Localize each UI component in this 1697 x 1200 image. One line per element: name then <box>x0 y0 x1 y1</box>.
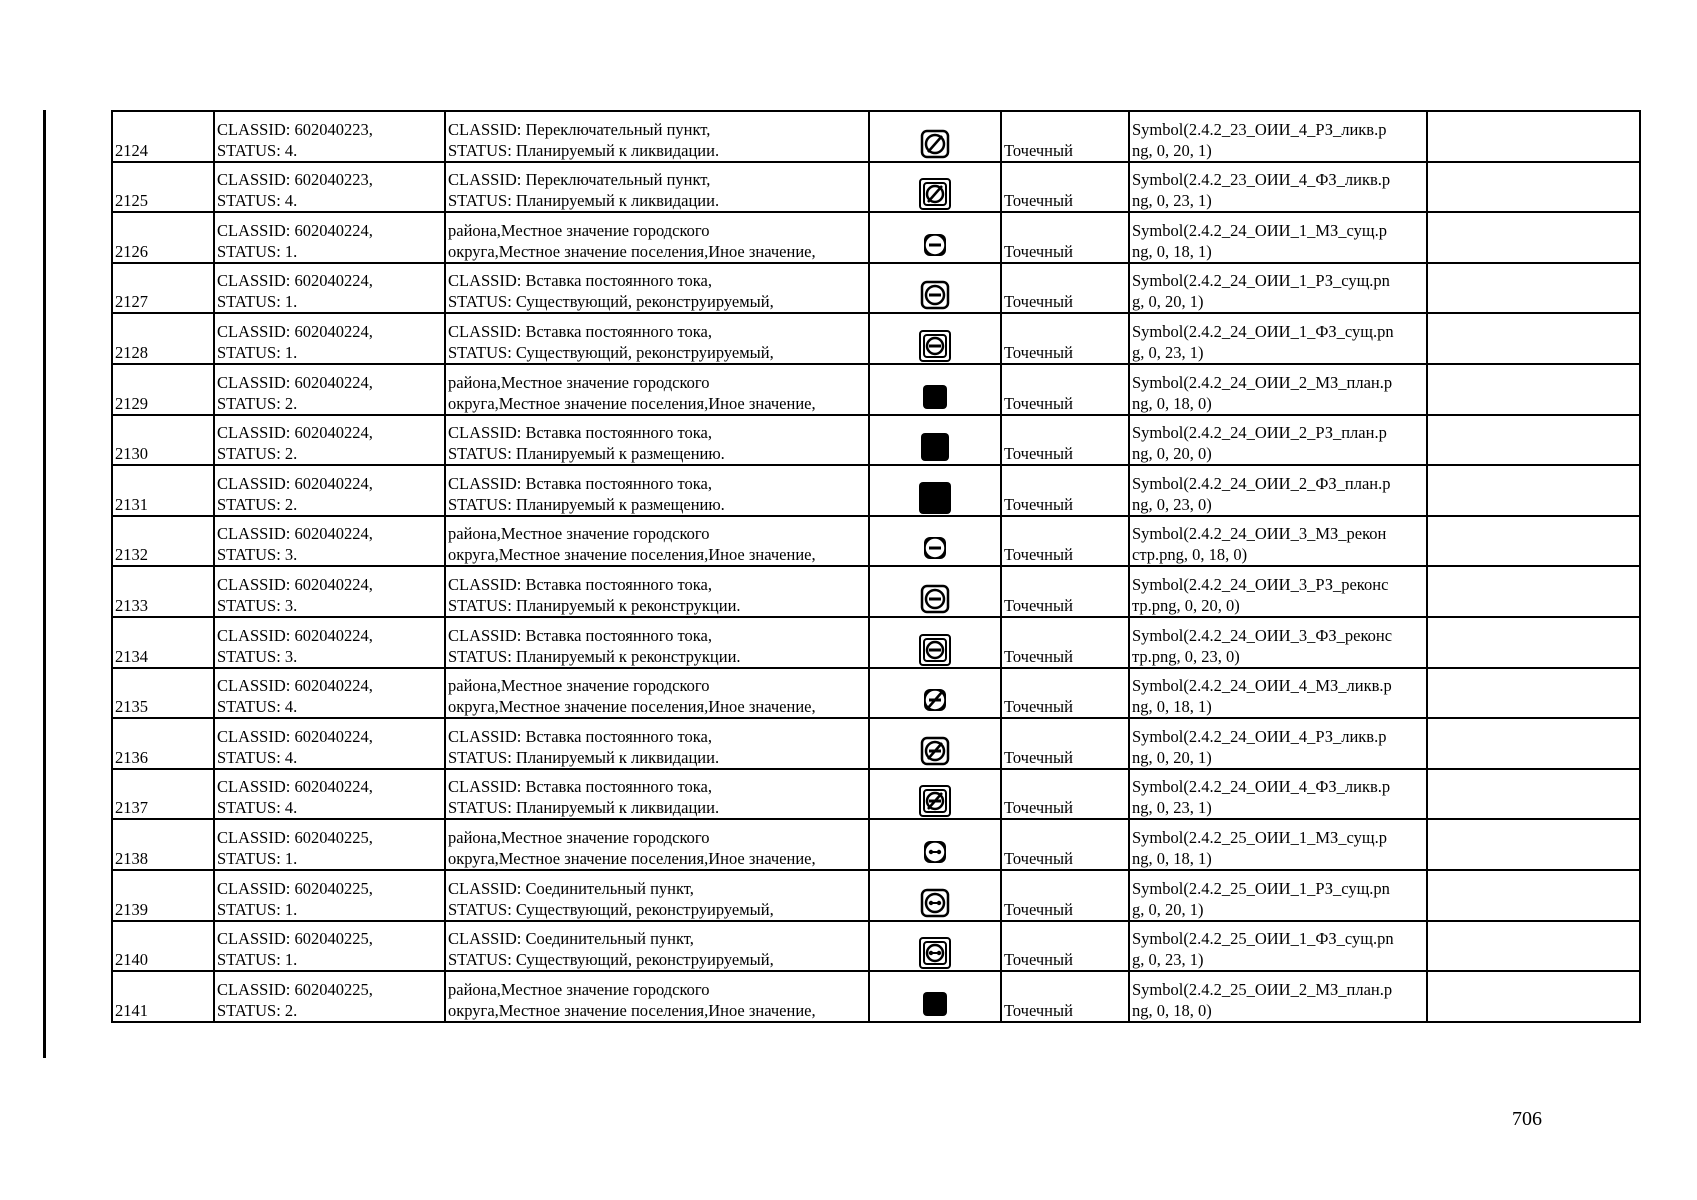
description-cell <box>445 111 869 162</box>
symbol-line-2: ng, 0, 18, 1) <box>1132 697 1212 717</box>
table-row <box>112 971 1640 1022</box>
classid-cell <box>214 465 445 516</box>
classid-cell <box>214 263 445 314</box>
table-row <box>112 212 1640 263</box>
row-number: 2134 <box>112 617 214 668</box>
classid-line: CLASSID: 602040223, <box>217 170 373 190</box>
table-row <box>112 769 1640 820</box>
classid-cell <box>214 870 445 921</box>
status-line: STATUS: 2. <box>217 444 298 464</box>
classid-cell <box>214 364 445 415</box>
description-line-2: STATUS: Планируемый к ликвидации. <box>448 140 720 160</box>
table-row <box>112 668 1640 719</box>
row-number: 2132 <box>112 516 214 567</box>
symbol-line-2: ng, 0, 20, 1) <box>1132 747 1212 767</box>
classid-line: CLASSID: 602040225, <box>217 878 373 898</box>
classid-cell <box>214 415 445 466</box>
description-line-1: района,Местное значение городского <box>448 372 710 392</box>
empty-cell <box>1427 111 1640 162</box>
description-cell <box>445 364 869 415</box>
description-line-1: CLASSID: Переключательный пункт, <box>448 119 711 139</box>
empty-cell <box>1427 718 1640 769</box>
symbol-cell <box>869 617 1001 668</box>
description-line-1: CLASSID: Вставка постоянного тока, <box>448 271 712 291</box>
empty-cell <box>1427 617 1640 668</box>
symbol-line-1: Symbol(2.4.2_24_ОИИ_2_ФЗ_план.p <box>1132 473 1391 493</box>
classid-cell <box>214 971 445 1022</box>
empty-cell <box>1427 668 1640 719</box>
symbol-definition-cell <box>1129 516 1427 567</box>
description-line-1: CLASSID: Вставка постоянного тока, <box>448 574 712 594</box>
description-line-1: CLASSID: Вставка постоянного тока, <box>448 777 712 797</box>
symbol-definition-cell <box>1129 465 1427 516</box>
description-cell <box>445 617 869 668</box>
classid-cell <box>214 668 445 719</box>
framed-circle-dots-icon <box>872 936 998 970</box>
description-cell <box>445 921 869 972</box>
table-row <box>112 313 1640 364</box>
symbol-line-1: Symbol(2.4.2_25_ОИИ_1_МЗ_сущ.p <box>1132 827 1387 847</box>
description-line-2: STATUS: Существующий, реконструируемый, <box>448 950 774 970</box>
status-line: STATUS: 1. <box>217 241 298 261</box>
description-cell <box>445 465 869 516</box>
description-cell <box>445 566 869 617</box>
description-line-1: CLASSID: Вставка постоянного тока, <box>448 625 712 645</box>
rounded-square-circle-slash-icon <box>872 127 998 161</box>
page-number: 706 <box>1512 1108 1542 1130</box>
description-line-1: района,Местное значение городского <box>448 220 710 240</box>
circle-dash-slash-icon <box>872 683 998 717</box>
row-number: 2125 <box>112 162 214 213</box>
rounded-square-circle-dash-icon <box>872 278 998 312</box>
table-row <box>112 617 1640 668</box>
description-line-2: STATUS: Существующий, реконструируемый, <box>448 292 774 312</box>
status-line: STATUS: 4. <box>217 140 298 160</box>
symbol-line-2: тр.png, 0, 20, 0) <box>1132 595 1240 615</box>
row-number: 2141 <box>112 971 214 1022</box>
row-number: 2133 <box>112 566 214 617</box>
status-line: STATUS: 1. <box>217 292 298 312</box>
description-line-1: CLASSID: Вставка постоянного тока, <box>448 423 712 443</box>
circle-dash-icon <box>872 228 998 262</box>
symbol-definition-cell <box>1129 364 1427 415</box>
framed-circle-dash-icon <box>872 633 998 667</box>
symbol-line-2: g, 0, 23, 1) <box>1132 342 1204 362</box>
description-cell <box>445 162 869 213</box>
description-line-2: STATUS: Планируемый к ликвидации. <box>448 798 720 818</box>
filled-square-small-icon <box>872 987 998 1021</box>
description-cell <box>445 668 869 719</box>
symbol-definition-cell <box>1129 566 1427 617</box>
symbol-cell <box>869 870 1001 921</box>
empty-cell <box>1427 415 1640 466</box>
row-number: 2137 <box>112 769 214 820</box>
description-line-1: района,Местное значение городского <box>448 827 710 847</box>
description-line-1: CLASSID: Вставка постоянного тока, <box>448 726 712 746</box>
symbol-line-2: ng, 0, 23, 1) <box>1132 798 1212 818</box>
description-line-2: STATUS: Существующий, реконструируемый, <box>448 899 774 919</box>
symbol-line-1: Symbol(2.4.2_24_ОИИ_4_РЗ_ликв.p <box>1132 726 1387 746</box>
symbol-definition-cell <box>1129 971 1427 1022</box>
description-line-2: STATUS: Планируемый к реконструкции. <box>448 595 741 615</box>
symbol-line-1: Symbol(2.4.2_24_ОИИ_1_МЗ_сущ.p <box>1132 220 1387 240</box>
empty-cell <box>1427 263 1640 314</box>
classid-line: CLASSID: 602040225, <box>217 827 373 847</box>
classid-line: CLASSID: 602040224, <box>217 524 373 544</box>
row-number: 2128 <box>112 313 214 364</box>
symbol-line-1: Symbol(2.4.2_24_ОИИ_3_МЗ_рекон <box>1132 524 1387 544</box>
classid-cell <box>214 313 445 364</box>
status-line: STATUS: 3. <box>217 595 298 615</box>
geometry-type: Точечный <box>1001 870 1129 921</box>
classid-cell <box>214 566 445 617</box>
description-line-1: района,Местное значение городского <box>448 979 710 999</box>
classid-line: CLASSID: 602040224, <box>217 726 373 746</box>
symbol-cell <box>869 668 1001 719</box>
symbol-cell <box>869 162 1001 213</box>
description-cell <box>445 263 869 314</box>
symbol-line-1: Symbol(2.4.2_24_ОИИ_4_МЗ_ликв.p <box>1132 676 1392 696</box>
symbol-definition-cell <box>1129 617 1427 668</box>
description-line-2: STATUS: Планируемый к размещению. <box>448 494 725 514</box>
symbol-cell <box>869 364 1001 415</box>
symbol-definition-cell <box>1129 111 1427 162</box>
symbol-cell <box>869 111 1001 162</box>
status-line: STATUS: 2. <box>217 494 298 514</box>
classid-line: CLASSID: 602040223, <box>217 119 373 139</box>
symbol-line-2: тр.png, 0, 23, 0) <box>1132 646 1240 666</box>
empty-cell <box>1427 870 1640 921</box>
description-line-1: CLASSID: Соединительный пункт, <box>448 878 694 898</box>
left-margin-rule <box>43 110 46 1058</box>
description-line-2: округа,Местное значение поселения,Иное значение, <box>448 1000 816 1020</box>
symbol-line-2: g, 0, 20, 1) <box>1132 292 1204 312</box>
classid-cell <box>214 212 445 263</box>
status-line: STATUS: 4. <box>217 191 298 211</box>
symbol-line-2: g, 0, 20, 1) <box>1132 899 1204 919</box>
classid-cell <box>214 617 445 668</box>
symbol-line-2: ng, 0, 20, 1) <box>1132 140 1212 160</box>
description-line-2: округа,Местное значение поселения,Иное значение, <box>448 545 816 565</box>
rounded-square-circle-dash-icon <box>872 582 998 616</box>
description-line-2: округа,Местное значение поселения,Иное значение, <box>448 848 816 868</box>
filled-square-medium-icon <box>872 430 998 464</box>
geometry-type: Точечный <box>1001 971 1129 1022</box>
empty-cell <box>1427 364 1640 415</box>
geometry-type: Точечный <box>1001 415 1129 466</box>
row-number: 2135 <box>112 668 214 719</box>
table-row <box>112 566 1640 617</box>
row-number: 2139 <box>112 870 214 921</box>
circle-dash-icon <box>872 531 998 565</box>
description-cell <box>445 769 869 820</box>
symbol-table <box>111 110 1641 1023</box>
symbol-line-2: ng, 0, 18, 1) <box>1132 241 1212 261</box>
classid-cell <box>214 819 445 870</box>
symbol-cell <box>869 971 1001 1022</box>
description-line-1: CLASSID: Вставка постоянного тока, <box>448 321 712 341</box>
classid-cell <box>214 111 445 162</box>
classid-line: CLASSID: 602040225, <box>217 979 373 999</box>
empty-cell <box>1427 465 1640 516</box>
description-cell <box>445 415 869 466</box>
symbol-cell <box>869 465 1001 516</box>
classid-cell <box>214 516 445 567</box>
classid-line: CLASSID: 602040224, <box>217 473 373 493</box>
framed-circle-slash-icon <box>872 177 998 211</box>
status-line: STATUS: 1. <box>217 342 298 362</box>
symbol-cell <box>869 516 1001 567</box>
symbol-cell <box>869 313 1001 364</box>
classid-line: CLASSID: 602040224, <box>217 574 373 594</box>
status-line: STATUS: 1. <box>217 848 298 868</box>
symbol-definition-cell <box>1129 718 1427 769</box>
description-cell <box>445 819 869 870</box>
classid-line: CLASSID: 602040224, <box>217 676 373 696</box>
empty-cell <box>1427 162 1640 213</box>
symbol-line-2: ng, 0, 18, 1) <box>1132 848 1212 868</box>
row-number: 2130 <box>112 415 214 466</box>
table-row <box>112 516 1640 567</box>
empty-cell <box>1427 769 1640 820</box>
symbol-definition-cell <box>1129 668 1427 719</box>
symbol-definition-cell <box>1129 212 1427 263</box>
description-cell <box>445 313 869 364</box>
description-line-2: STATUS: Планируемый к ликвидации. <box>448 747 720 767</box>
geometry-type: Точечный <box>1001 465 1129 516</box>
geometry-type: Точечный <box>1001 819 1129 870</box>
classid-line: CLASSID: 602040224, <box>217 423 373 443</box>
table-row <box>112 921 1640 972</box>
symbol-line-2: ng, 0, 20, 0) <box>1132 444 1212 464</box>
symbol-line-1: Symbol(2.4.2_25_ОИИ_1_РЗ_сущ.pn <box>1132 878 1390 898</box>
status-line: STATUS: 4. <box>217 747 298 767</box>
rounded-square-circle-dots-icon <box>872 886 998 920</box>
description-line-1: района,Местное значение городского <box>448 524 710 544</box>
empty-cell <box>1427 921 1640 972</box>
symbol-definition-cell <box>1129 162 1427 213</box>
table-row <box>112 870 1640 921</box>
table-row <box>112 162 1640 213</box>
description-line-1: района,Местное значение городского <box>448 676 710 696</box>
rounded-square-circle-dash-slash-icon <box>872 734 998 768</box>
description-line-1: CLASSID: Соединительный пункт, <box>448 929 694 949</box>
empty-cell <box>1427 516 1640 567</box>
row-number: 2138 <box>112 819 214 870</box>
description-line-1: CLASSID: Переключательный пункт, <box>448 170 711 190</box>
classid-cell <box>214 718 445 769</box>
classid-line: CLASSID: 602040224, <box>217 321 373 341</box>
symbol-line-2: ng, 0, 18, 0) <box>1132 393 1212 413</box>
geometry-type: Точечный <box>1001 566 1129 617</box>
geometry-type: Точечный <box>1001 162 1129 213</box>
geometry-type: Точечный <box>1001 718 1129 769</box>
description-line-1: CLASSID: Вставка постоянного тока, <box>448 473 712 493</box>
symbol-line-1: Symbol(2.4.2_24_ОИИ_3_ФЗ_реконс <box>1132 625 1393 645</box>
status-line: STATUS: 2. <box>217 393 298 413</box>
symbol-cell <box>869 769 1001 820</box>
row-number: 2126 <box>112 212 214 263</box>
symbol-cell <box>869 718 1001 769</box>
symbol-cell <box>869 212 1001 263</box>
empty-cell <box>1427 566 1640 617</box>
description-cell <box>445 971 869 1022</box>
status-line: STATUS: 4. <box>217 798 298 818</box>
geometry-type: Точечный <box>1001 212 1129 263</box>
symbol-line-2: ng, 0, 23, 0) <box>1132 494 1212 514</box>
framed-circle-dash-slash-icon <box>872 784 998 818</box>
symbol-definition-cell <box>1129 263 1427 314</box>
symbol-cell <box>869 819 1001 870</box>
table-row <box>112 718 1640 769</box>
row-number: 2136 <box>112 718 214 769</box>
status-line: STATUS: 3. <box>217 646 298 666</box>
symbol-line-2: стр.png, 0, 18, 0) <box>1132 545 1248 565</box>
symbol-line-1: Symbol(2.4.2_23_ОИИ_4_РЗ_ликв.p <box>1132 119 1387 139</box>
geometry-type: Точечный <box>1001 769 1129 820</box>
empty-cell <box>1427 971 1640 1022</box>
status-line: STATUS: 1. <box>217 950 298 970</box>
description-line-2: округа,Местное значение поселения,Иное значение, <box>448 393 816 413</box>
status-line: STATUS: 3. <box>217 545 298 565</box>
status-line: STATUS: 2. <box>217 1000 298 1020</box>
classid-line: CLASSID: 602040224, <box>217 777 373 797</box>
classid-cell <box>214 921 445 972</box>
symbol-line-1: Symbol(2.4.2_25_ОИИ_2_МЗ_план.p <box>1132 979 1393 999</box>
symbol-cell <box>869 566 1001 617</box>
description-cell <box>445 870 869 921</box>
symbol-definition-cell <box>1129 313 1427 364</box>
geometry-type: Точечный <box>1001 263 1129 314</box>
empty-cell <box>1427 313 1640 364</box>
symbol-definition-cell <box>1129 415 1427 466</box>
symbol-line-2: ng, 0, 18, 0) <box>1132 1000 1212 1020</box>
description-cell <box>445 516 869 567</box>
description-line-2: округа,Местное значение поселения,Иное значение, <box>448 241 816 261</box>
symbol-line-1: Symbol(2.4.2_24_ОИИ_2_РЗ_план.p <box>1132 423 1387 443</box>
symbol-line-1: Symbol(2.4.2_24_ОИИ_3_РЗ_реконс <box>1132 574 1389 594</box>
symbol-line-2: ng, 0, 23, 1) <box>1132 191 1212 211</box>
description-cell <box>445 212 869 263</box>
geometry-type: Точечный <box>1001 921 1129 972</box>
geometry-type: Точечный <box>1001 364 1129 415</box>
geometry-type: Точечный <box>1001 516 1129 567</box>
description-cell <box>445 718 869 769</box>
row-number: 2140 <box>112 921 214 972</box>
geometry-type: Точечный <box>1001 111 1129 162</box>
table-row <box>112 111 1640 162</box>
row-number: 2129 <box>112 364 214 415</box>
symbol-cell <box>869 415 1001 466</box>
table-row <box>112 415 1640 466</box>
description-line-2: округа,Местное значение поселения,Иное значение, <box>448 697 816 717</box>
framed-circle-dash-icon <box>872 329 998 363</box>
circle-dots-icon <box>872 835 998 869</box>
classid-line: CLASSID: 602040224, <box>217 220 373 240</box>
row-number: 2124 <box>112 111 214 162</box>
table-row <box>112 819 1640 870</box>
description-line-2: STATUS: Существующий, реконструируемый, <box>448 342 774 362</box>
description-line-2: STATUS: Планируемый к ликвидации. <box>448 191 720 211</box>
symbol-line-1: Symbol(2.4.2_25_ОИИ_1_ФЗ_сущ.pn <box>1132 929 1394 949</box>
symbol-definition-cell <box>1129 769 1427 820</box>
symbol-line-2: g, 0, 23, 1) <box>1132 950 1204 970</box>
symbol-line-1: Symbol(2.4.2_23_ОИИ_4_ФЗ_ликв.p <box>1132 170 1391 190</box>
filled-square-large-icon <box>872 481 998 515</box>
classid-line: CLASSID: 602040224, <box>217 372 373 392</box>
row-number: 2131 <box>112 465 214 516</box>
description-line-2: STATUS: Планируемый к размещению. <box>448 444 725 464</box>
table-row <box>112 364 1640 415</box>
symbol-definition-cell <box>1129 870 1427 921</box>
geometry-type: Точечный <box>1001 668 1129 719</box>
classid-line: CLASSID: 602040225, <box>217 929 373 949</box>
symbol-line-1: Symbol(2.4.2_24_ОИИ_1_ФЗ_сущ.pn <box>1132 321 1394 341</box>
symbol-line-1: Symbol(2.4.2_24_ОИИ_4_ФЗ_ликв.p <box>1132 777 1391 797</box>
classid-cell <box>214 162 445 213</box>
filled-square-small-icon <box>872 380 998 414</box>
geometry-type: Точечный <box>1001 617 1129 668</box>
symbol-definition-cell <box>1129 819 1427 870</box>
geometry-type: Точечный <box>1001 313 1129 364</box>
symbol-line-1: Symbol(2.4.2_24_ОИИ_1_РЗ_сущ.pn <box>1132 271 1390 291</box>
status-line: STATUS: 1. <box>217 899 298 919</box>
empty-cell <box>1427 212 1640 263</box>
description-line-2: STATUS: Планируемый к реконструкции. <box>448 646 741 666</box>
row-number: 2127 <box>112 263 214 314</box>
table-row <box>112 465 1640 516</box>
status-line: STATUS: 4. <box>217 697 298 717</box>
symbol-cell <box>869 263 1001 314</box>
classid-line: CLASSID: 602040224, <box>217 625 373 645</box>
symbol-cell <box>869 921 1001 972</box>
symbol-definition-cell <box>1129 921 1427 972</box>
classid-cell <box>214 769 445 820</box>
classid-line: CLASSID: 602040224, <box>217 271 373 291</box>
symbol-line-1: Symbol(2.4.2_24_ОИИ_2_МЗ_план.p <box>1132 372 1393 392</box>
table-row <box>112 263 1640 314</box>
empty-cell <box>1427 819 1640 870</box>
